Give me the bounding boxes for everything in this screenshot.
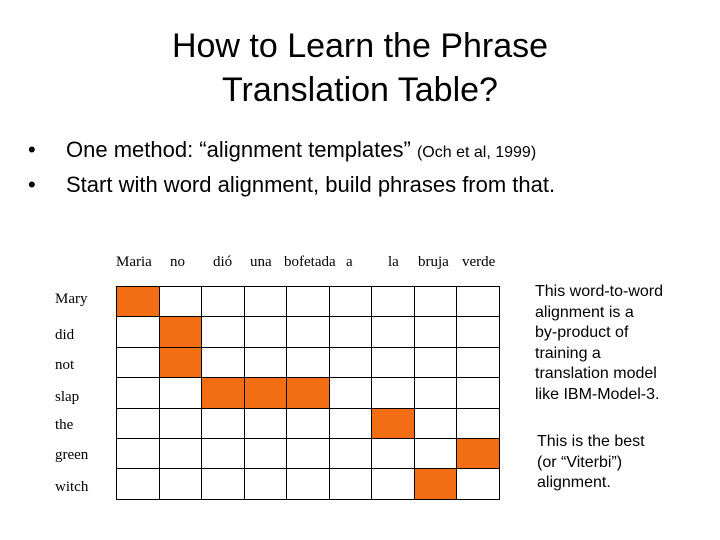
row-header-green: green [55,447,89,463]
alignment-cell [159,377,203,408]
alignment-cell [201,347,245,378]
alignment-cell [456,347,500,378]
alignment-cell-linked [456,438,500,469]
alignment-cell [414,347,458,378]
column-header-la: la [388,254,399,270]
alignment-cell [371,468,415,499]
alignment-cell [116,316,160,347]
alignment-cell [116,438,160,469]
alignment-cell [414,316,458,347]
alignment-cell [244,286,288,317]
note-line: translation model [535,365,657,382]
note-line: (or “Viterbi”) [537,453,623,471]
note-line: alignment. [537,474,611,491]
alignment-cell [329,316,373,347]
alignment-cell [329,347,373,378]
alignment-cell-linked [201,377,245,408]
alignment-cell [456,468,500,499]
bullet-text: One method: “alignment templates” [66,137,411,162]
title-line-2: Translation Table? [222,71,498,109]
note-training-byproduct [535,282,663,405]
column-header-no: no [170,254,185,270]
column-header-verde: verde [462,254,496,270]
alignment-cell [456,286,500,317]
row-header-did: did [55,327,75,343]
alignment-cell [159,438,203,469]
alignment-cell [371,377,415,408]
bullet-text: Start with word alignment, build phrases from that. [66,172,556,197]
alignment-cell [414,438,458,469]
alignment-cell-linked [116,286,160,317]
alignment-cell [244,408,288,439]
alignment-cell [116,408,160,439]
alignment-cell [371,438,415,469]
note-line: training a [535,344,601,362]
row-header-witch: witch [55,479,89,495]
column-header-bruja: bruja [418,254,449,270]
alignment-cell [286,286,330,317]
alignment-cell [414,286,458,317]
note-viterbi [537,432,645,494]
column-header-bofetada: bofetada [284,254,336,270]
bullet-marker: • [28,172,36,197]
alignment-cell [456,377,500,408]
bullet-citation: (Och et al, 1999) [416,144,537,161]
alignment-cell-linked [414,468,458,499]
bullet-item [28,134,708,169]
alignment-cell [329,438,373,469]
alignment-cell [286,438,330,469]
bullet-item [28,169,708,201]
note-line: This word-to-word [535,283,664,300]
column-header-a: a [346,254,353,270]
slide-title [0,24,720,112]
alignment-cell [371,286,415,317]
alignment-cell [286,408,330,439]
alignment-cell [329,408,373,439]
alignment-cell-linked [159,316,203,347]
alignment-cell [414,377,458,408]
alignment-cell [244,347,288,378]
note-line: like IBM-Model-3. [535,385,660,403]
alignment-cell [456,408,500,439]
note-line: This is the best [537,433,645,450]
bullet-list [28,134,708,201]
note-line: by-product of [535,324,629,341]
row-header-slap: slap [55,389,80,405]
alignment-cell [244,316,288,347]
row-header-the: the [55,417,74,433]
row-header-not: not [55,357,75,373]
alignment-cell [116,347,160,378]
column-header-dió: dió [213,254,233,270]
alignment-cell [201,438,245,469]
alignment-cell [159,408,203,439]
alignment-cell [201,408,245,439]
alignment-cell-linked [286,377,330,408]
alignment-cell [329,468,373,499]
alignment-cell-linked [244,377,288,408]
alignment-cell [456,316,500,347]
alignment-cell [201,286,245,317]
bullet-marker: • [28,137,36,162]
note-line: alignment is a [535,303,634,321]
alignment-cell [414,408,458,439]
alignment-cell-linked [371,408,415,439]
column-header-maria: Maria [116,254,152,270]
alignment-cell [159,468,203,499]
alignment-cell [371,316,415,347]
alignment-cell [329,377,373,408]
alignment-cell [116,468,160,499]
alignment-cell [244,468,288,499]
column-header-una: una [250,254,272,270]
alignment-cell [329,286,373,317]
alignment-cell [244,438,288,469]
alignment-cell [201,468,245,499]
alignment-cell [201,316,245,347]
alignment-cell [286,468,330,499]
title-line-1: How to Learn the Phrase [171,27,549,65]
row-header-mary: Mary [55,291,88,307]
alignment-cell [116,377,160,408]
alignment-cell [159,286,203,317]
alignment-cell [371,347,415,378]
alignment-cell [286,347,330,378]
alignment-cell-linked [159,347,203,378]
alignment-cell [286,316,330,347]
